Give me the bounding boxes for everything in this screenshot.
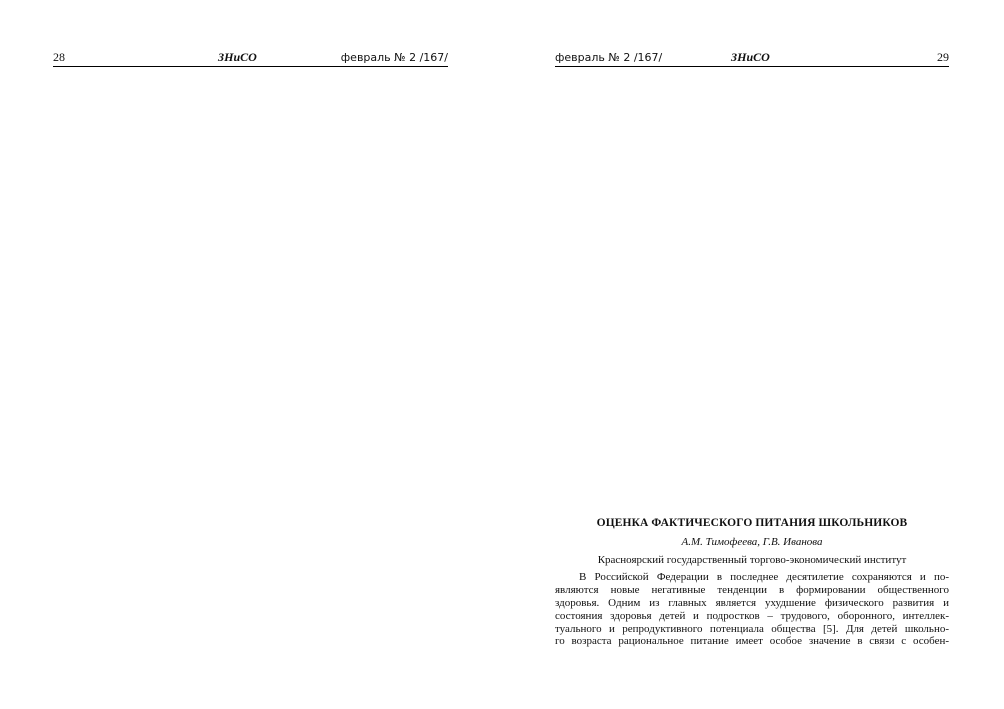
right-journal-name: ЗНиСО [731, 50, 770, 64]
right-page-number: 29 [937, 50, 949, 64]
body-line: являются новые негативные тенденции в формировании общественного [555, 583, 949, 596]
left-page-number: 28 [53, 50, 65, 64]
right-running-header [555, 49, 949, 67]
left-running-header [53, 49, 448, 67]
body-line: состояния здоровья детей и подростков – трудового, оборонного, интеллек- [555, 609, 949, 622]
left-journal-name: ЗНиСО [218, 50, 257, 64]
right-page [555, 0, 949, 709]
left-issue-label: февраль № 2 /167/ [340, 51, 448, 64]
body-line: го возраста рациональное питание имеет особое значение в связи с особен- [555, 635, 949, 648]
article-authors: А.М. Тимофеева, Г.В. Иванова [681, 536, 823, 548]
right-issue-label: февраль № 2 /167/ [555, 51, 663, 64]
article-body [555, 571, 949, 648]
article-title: ОЦЕНКА ФАКТИЧЕСКОГО ПИТАНИЯ ШКОЛЬНИКОВ [596, 517, 908, 529]
article-affiliation: Красноярский государственный торгово-экономический институт [597, 554, 907, 566]
left-page [53, 0, 448, 709]
body-line: туального и репродуктивного потенциала общества [5]. Для детей школьно- [555, 622, 949, 635]
body-line: В Российской Федерации в последнее десятилетие сохраняются и по- [579, 571, 949, 583]
article [555, 515, 949, 648]
body-line: здоровья. Одним из главных является ухудшение физического развития и [555, 596, 949, 609]
